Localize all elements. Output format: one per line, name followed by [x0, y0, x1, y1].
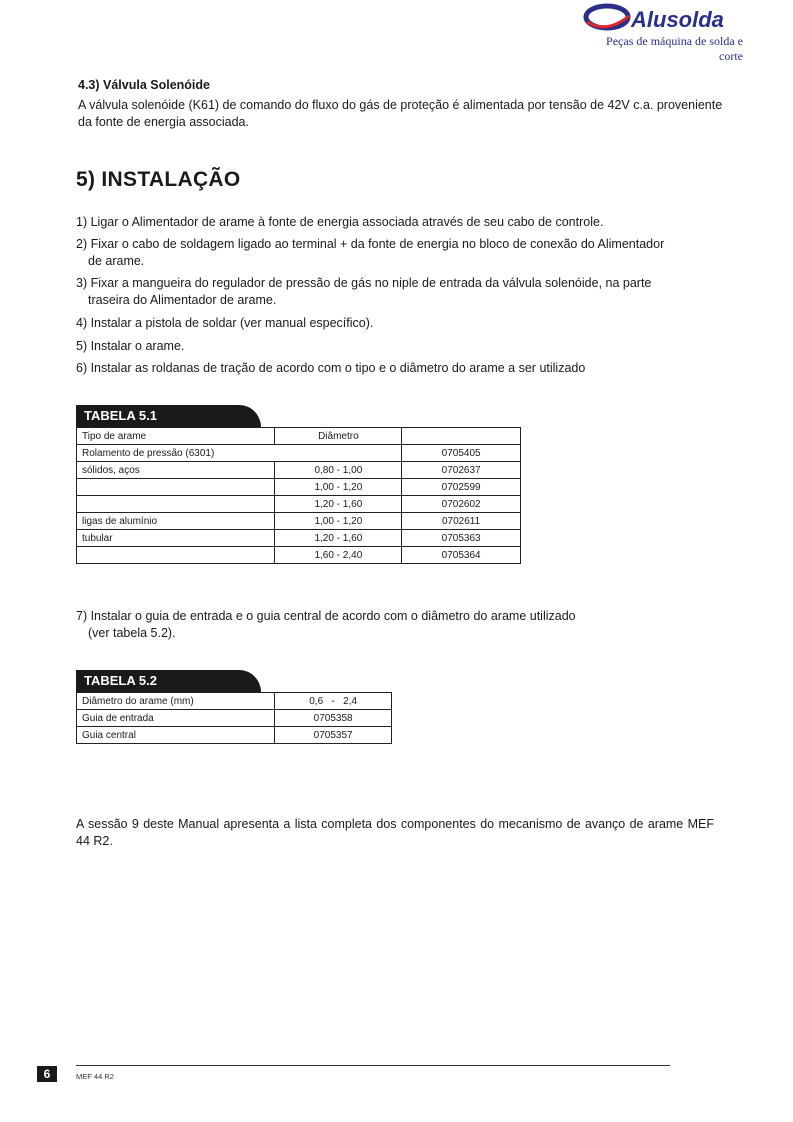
table-cell: Rolamento de pressão (6301): [77, 445, 402, 462]
table-cell: ligas de alumínio: [77, 513, 275, 530]
section-heading-5: 5) INSTALAÇÃO: [76, 168, 241, 191]
logo-swoosh-icon: [583, 0, 753, 36]
table-row: [77, 693, 392, 710]
table-cell: sólidos, aços: [77, 462, 275, 479]
step-item: 6) Instalar as roldanas de tração de acordo com o tipo e o diâmetro do arame a ser utilizado: [76, 361, 586, 375]
step-item: 2) Fixar o cabo de soldagem ligado ao terminal + da fonte de energia no bloco de conexão do Alimentador de arame.: [76, 237, 665, 268]
table-cell: [77, 479, 275, 496]
footer-divider: [76, 1065, 670, 1066]
table-cell: 0705405: [402, 445, 521, 462]
logo-text: Alusolda: [631, 7, 724, 32]
table-row: [77, 479, 521, 496]
step-item: 3) Fixar a mangueira do regulador de pressão de gás no niple de entrada da válvula solenóide, na parte traseira do Alimentador de arame.: [76, 276, 652, 307]
table-cell: 1,60 - 2,40: [275, 547, 402, 564]
logo-tagline: Peças de máquina de solda e corte: [606, 34, 743, 63]
table-cell: 0702599: [402, 479, 521, 496]
section-heading-4-3: 4.3) Válvula Solenóide: [78, 78, 210, 92]
table-row: [77, 496, 521, 513]
table-5-2-label: TABELA 5.2: [76, 670, 239, 692]
table-cell: Guia central: [77, 727, 275, 744]
table-row: [77, 710, 392, 727]
table-5-1: [76, 427, 521, 564]
section-body-4-3: A válvula solenóide (K61) de comando do fluxo do gás de proteção é alimentada por tensão de 42V c.a. proveniente da fonte de energia associada.: [78, 98, 723, 129]
page-number: 6: [37, 1066, 57, 1082]
step-item: 4) Instalar a pistola de soldar (ver manual específico).: [76, 316, 374, 330]
table-cell: 0705364: [402, 547, 521, 564]
table-row: [77, 513, 521, 530]
table-row: [77, 727, 392, 744]
table-cell: 0705358: [275, 710, 392, 727]
table-cell: [77, 547, 275, 564]
closing-paragraph: A sessão 9 deste Manual apresenta a lista completa dos componentes do mecanismo de avanço de arame MEF 44 R2.: [76, 817, 714, 848]
table-cell: 1,20 - 1,60: [275, 530, 402, 547]
table-cell: 0702602: [402, 496, 521, 513]
table-cell: [77, 496, 275, 513]
step-item: 5) Instalar o arame.: [76, 339, 185, 353]
table-header-cell: Diâmetro: [275, 428, 402, 445]
table-cell: 0705357: [275, 727, 392, 744]
table-cell: 0705363: [402, 530, 521, 547]
table-row: [77, 462, 521, 479]
table-row: [77, 547, 521, 564]
table-header-cell: Tipo de arame: [77, 428, 275, 445]
table-cell: 0,6 - 2,4: [275, 693, 392, 710]
table-cell: 0702637: [402, 462, 521, 479]
table-row: [77, 445, 521, 462]
step-item: 1) Ligar o Alimentador de arame à fonte de energia associada através de seu cabo de controle.: [76, 215, 604, 229]
table-5-1-label: TABELA 5.1: [76, 405, 239, 427]
table-cell: Guia de entrada: [77, 710, 275, 727]
table-cell: 1,20 - 1,60: [275, 496, 402, 513]
table-header-row: [77, 428, 521, 445]
table-cell: 1,00 - 1,20: [275, 513, 402, 530]
table-header-cell: [402, 428, 521, 445]
table-cell: 0702611: [402, 513, 521, 530]
table-cell: 1,00 - 1,20: [275, 479, 402, 496]
table-cell: 0,80 - 1,00: [275, 462, 402, 479]
table-cell: Diâmetro do arame (mm): [77, 693, 275, 710]
table-row: [77, 530, 521, 547]
table-cell: tubular: [77, 530, 275, 547]
footer-doc-code: MEF 44 R2: [76, 1072, 114, 1081]
table-5-2: [76, 692, 392, 744]
step-item: 7) Instalar o guia de entrada e o guia central de acordo com o diâmetro do arame utilizado (ver tabela 5.2).: [76, 609, 576, 640]
